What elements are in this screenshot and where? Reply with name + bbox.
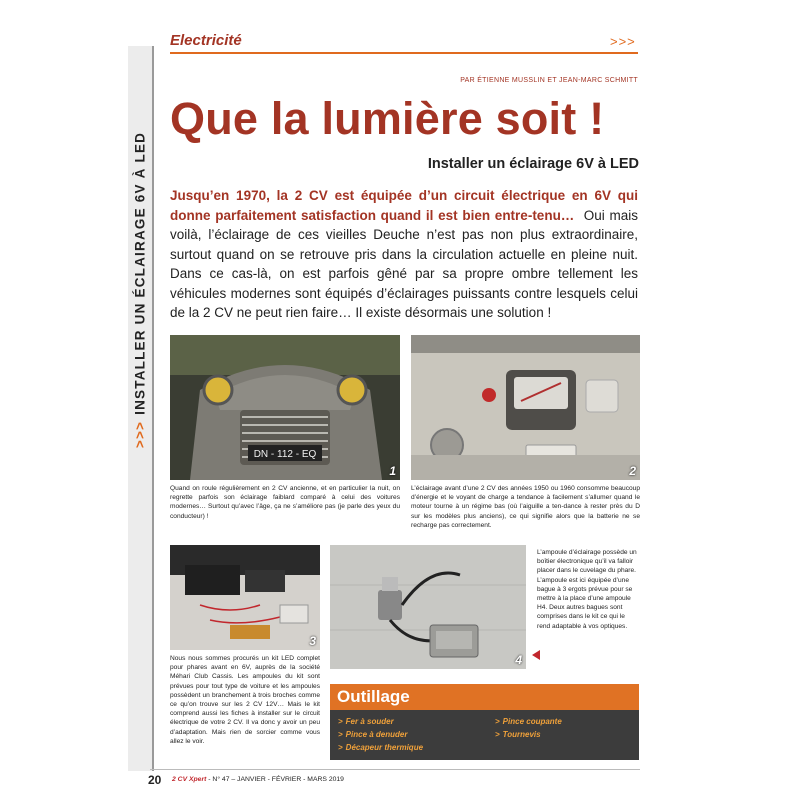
rubric-arrows: >>> — [610, 34, 636, 49]
tools-item: > Fer à souder — [338, 717, 394, 726]
photo-caption: Nous nous sommes procurés un kit LED complet pour phares avant en 6V, auprès de la société Méhari Club Cassis. Les ampoules du kit sont prévues pour tout type de voiture et les ampoules possèdent un branchement à trois broches comme ce qu’on trouve sur les 2 CV 12V… Mais le kit comprend aussi les fiches à installer sur le circuit électrique de votre 2 CV. Il va donc y avoir un peu d’adaptation. Mais rien de sorcier comme vous allez le voir. — [170, 655, 320, 745]
footer-brand: 2 CV Xpert — [172, 776, 207, 783]
footer-issue: - N° 47 – JANVIER - FÉVRIER - MARS 2019 — [208, 776, 344, 783]
section-rubric: Electricité — [170, 32, 242, 49]
footer-rule — [150, 769, 640, 770]
tools-item-label: Tournevis — [502, 730, 541, 739]
tools-title: Outillage — [337, 687, 410, 706]
caption-pointer — [532, 650, 540, 660]
photo-number: 3 — [309, 634, 316, 648]
photo-caption: Quand on roule régulièrement en 2 CV ancienne, et en particulier la nuit, on regrette parfois son éclairage faiblard comparé à celui des voitures modernes… Surtout qu’avec l’âge, ça ne s’améliore pas (je parle des yeux du conducteur) ! — [170, 485, 400, 520]
side-title — [133, 132, 148, 448]
tools-item: > Pince coupante — [495, 717, 562, 726]
photo-number: 2 — [629, 464, 636, 478]
header-rule — [170, 52, 638, 54]
lead-body: Oui mais voilà, l’éclairage de ces vieilles Deuche n’est pas non plus extraordinaire, surtout quand on se retrouve pris dans la circulation actuelle en pleine nuit. Dans ce cas-là, on est parfois gêné par sa propre ombre tellement les véhicules modernes sont équipés d’éclairages puissants contre lesquels celui de la 2 CV ne peut rien faire… Il existe désormais une solution ! — [170, 207, 638, 320]
lead-paragraph — [170, 186, 638, 323]
article-title: Que la lumière soit ! — [170, 93, 605, 144]
tools-item-label: Fer à souder — [345, 717, 394, 726]
tools-item: > Tournevis — [495, 730, 541, 739]
side-bar-rule — [152, 46, 154, 771]
photo-number: 4 — [515, 653, 522, 667]
tools-item: > Décapeur thermique — [338, 743, 424, 752]
page-number: 20 — [148, 773, 162, 787]
article-subtitle: Installer un éclairage 6V à LED — [427, 156, 639, 172]
side-arrows: >>> — [132, 420, 148, 449]
photo-caption: L’éclairage avant d’une 2 CV des années 1950 ou 1960 consomme beaucoup d’énergie et le voyant de charge a tendance à facilement s’allumer quand le moteur tourne à un régime bas (où l’aiguille a ten-dance à rester près du D sur les modèles plus anciens), ce qui signifie alors que la batterie ne se recharge pas correctement. — [411, 485, 640, 529]
tools-item-label: Décapeur thermique — [345, 743, 424, 752]
footer-info — [172, 776, 344, 783]
tools-item: > Pince à denuder — [338, 730, 408, 739]
lead-intro: Jusqu’en 1970, la 2 CV est équipée d’un circuit électrique en 6V qui donne parfaitement satisfaction quand il est bien entre-tenu… — [170, 188, 638, 223]
photo-dashboard — [411, 335, 640, 480]
photo-led-kit — [170, 545, 320, 650]
photo-led-bulb — [330, 545, 526, 669]
tools-item-label: Pince à denuder — [345, 730, 408, 739]
photo-caption: L’ampoule d’éclairage possède un boîtier électronique qu’il va falloir placer dans le cuvelage du phare. L’ampoule est ici équipée d’une bague à 3 ergots prévue pour se mettre à la place d’une ampoule H4. Deux autres bagues sont comprises dans le kit ce qui le rend adaptable à vos optiques. — [537, 549, 637, 630]
tools-item-label: Pince coupante — [502, 717, 562, 726]
license-plate: DN - 112 - EQ — [253, 449, 317, 460]
photo-number: 1 — [389, 464, 396, 478]
side-title-text: INSTALLER UN ÉCLAIRAGE 6V À LED — [132, 131, 148, 415]
byline: PAR ÉTIENNE MUSSLIN ET JEAN-MARC SCHMITT — [460, 77, 638, 84]
photo-2cv-front — [170, 335, 400, 480]
